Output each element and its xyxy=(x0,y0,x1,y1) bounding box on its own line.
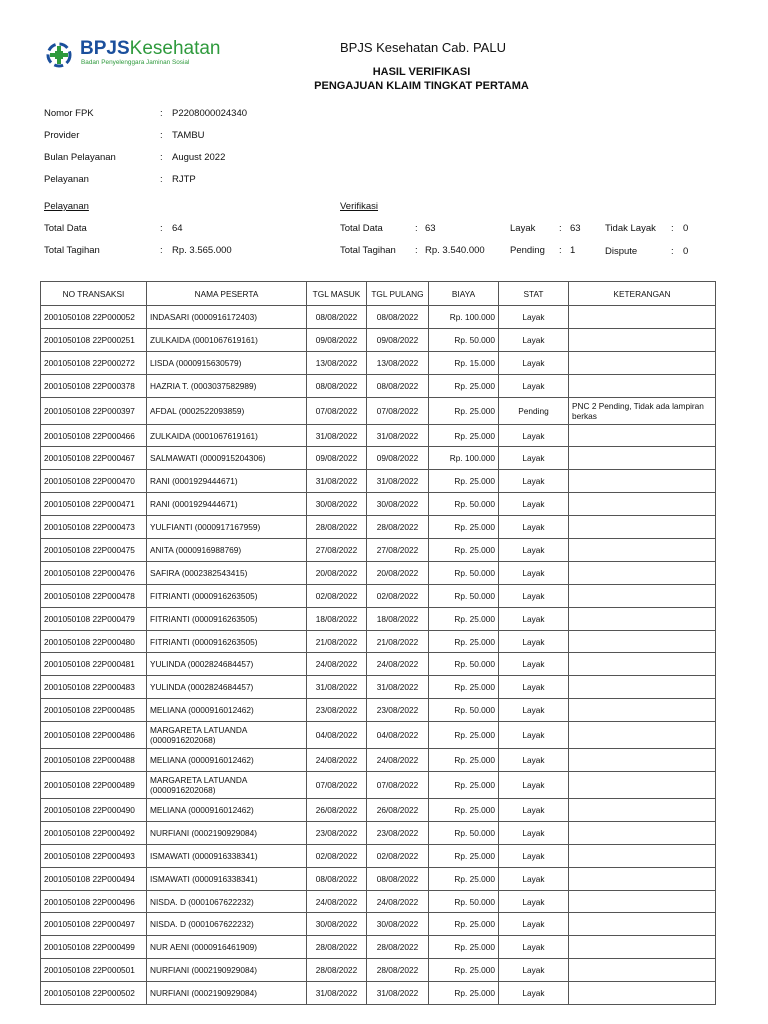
cell-biaya: Rp. 25.000 xyxy=(429,867,499,890)
bulan-pelayanan-label: Bulan Pelayanan xyxy=(44,152,116,163)
pelayanan-total-tagihan: Rp. 3.565.000 xyxy=(172,245,232,256)
table-row xyxy=(41,470,716,493)
cell-no-transaksi: 2001050108 22P000473 xyxy=(41,516,147,539)
cell-tgl-pulang: 09/08/2022 xyxy=(367,328,429,351)
cell-no-transaksi: 2001050108 22P000397 xyxy=(41,397,147,424)
cell-nama-peserta: MELIANA (0000916012462) xyxy=(147,699,307,722)
table-row xyxy=(41,493,716,516)
colon: : xyxy=(671,246,674,257)
cell-tgl-masuk: 27/08/2022 xyxy=(307,539,367,562)
nomor-fpk-label: Nomor FPK xyxy=(44,108,94,119)
cell-keterangan xyxy=(569,982,716,1005)
cell-tgl-pulang: 31/08/2022 xyxy=(367,424,429,447)
cell-tgl-pulang: 31/08/2022 xyxy=(367,982,429,1005)
cell-nama-peserta: ZULKAIDA (0001067619161) xyxy=(147,424,307,447)
pelayanan-total-tagihan-label: Total Tagihan xyxy=(44,245,100,256)
cell-tgl-pulang: 27/08/2022 xyxy=(367,539,429,562)
cell-keterangan xyxy=(569,867,716,890)
cell-tgl-pulang: 24/08/2022 xyxy=(367,890,429,913)
table-row xyxy=(41,397,716,424)
cell-biaya: Rp. 50.000 xyxy=(429,493,499,516)
cell-tgl-masuk: 24/08/2022 xyxy=(307,749,367,772)
header-nama-peserta: NAMA PESERTA xyxy=(147,282,307,306)
cell-tgl-masuk: 31/08/2022 xyxy=(307,982,367,1005)
cell-nama-peserta: MELIANA (0000916012462) xyxy=(147,799,307,822)
cell-nama-peserta: HAZRIA T. (0003037582989) xyxy=(147,374,307,397)
cell-biaya: Rp. 25.000 xyxy=(429,424,499,447)
table-row xyxy=(41,722,716,749)
cell-stat: Layak xyxy=(499,772,569,799)
cell-keterangan xyxy=(569,959,716,982)
cell-no-transaksi: 2001050108 22P000497 xyxy=(41,913,147,936)
cell-no-transaksi: 2001050108 22P000502 xyxy=(41,982,147,1005)
cell-biaya: Rp. 25.000 xyxy=(429,516,499,539)
cell-tgl-masuk: 26/08/2022 xyxy=(307,799,367,822)
cell-stat: Layak xyxy=(499,374,569,397)
cell-stat: Layak xyxy=(499,630,569,653)
cell-nama-peserta: NURFIANI (0002190929084) xyxy=(147,982,307,1005)
header-tgl-pulang: TGL PULANG xyxy=(367,282,429,306)
cell-nama-peserta: NUR AENI (0000916461909) xyxy=(147,936,307,959)
cell-tgl-pulang: 13/08/2022 xyxy=(367,351,429,374)
cell-no-transaksi: 2001050108 22P000501 xyxy=(41,959,147,982)
cell-stat: Layak xyxy=(499,470,569,493)
cell-tgl-pulang: 18/08/2022 xyxy=(367,607,429,630)
pelayanan-label: Pelayanan xyxy=(44,174,89,185)
cell-keterangan xyxy=(569,374,716,397)
cell-tgl-pulang: 30/08/2022 xyxy=(367,913,429,936)
pending-value: 1 xyxy=(570,245,576,256)
header-no-transaksi: NO TRANSAKSI xyxy=(41,282,147,306)
table-row xyxy=(41,821,716,844)
cell-tgl-masuk: 24/08/2022 xyxy=(307,653,367,676)
cell-stat: Layak xyxy=(499,493,569,516)
table-row xyxy=(41,561,716,584)
cell-tgl-pulang: 09/08/2022 xyxy=(367,447,429,470)
cell-tgl-masuk: 20/08/2022 xyxy=(307,561,367,584)
cell-nama-peserta: FITRIANTI (0000916263505) xyxy=(147,607,307,630)
cell-stat: Layak xyxy=(499,676,569,699)
table-row xyxy=(41,351,716,374)
cell-biaya: Rp. 25.000 xyxy=(429,374,499,397)
cell-keterangan xyxy=(569,630,716,653)
cell-no-transaksi: 2001050108 22P000272 xyxy=(41,351,147,374)
colon: : xyxy=(559,245,562,256)
cell-biaya: Rp. 25.000 xyxy=(429,844,499,867)
table-row xyxy=(41,799,716,822)
document-subtitle: PENGAJUAN KLAIM TINGKAT PERTAMA xyxy=(314,80,529,92)
cell-no-transaksi: 2001050108 22P000466 xyxy=(41,424,147,447)
table-row xyxy=(41,630,716,653)
cell-tgl-pulang: 28/08/2022 xyxy=(367,959,429,982)
cell-keterangan xyxy=(569,821,716,844)
cell-tgl-masuk: 23/08/2022 xyxy=(307,699,367,722)
cell-tgl-masuk: 28/08/2022 xyxy=(307,959,367,982)
cell-biaya: Rp. 25.000 xyxy=(429,913,499,936)
cell-stat: Layak xyxy=(499,584,569,607)
cell-stat: Layak xyxy=(499,799,569,822)
cell-keterangan xyxy=(569,799,716,822)
cell-stat: Layak xyxy=(499,821,569,844)
cell-nama-peserta: RANI (0001929444671) xyxy=(147,493,307,516)
table-body xyxy=(41,306,716,1005)
verifikasi-total-tagihan: Rp. 3.540.000 xyxy=(425,245,485,256)
cell-stat: Layak xyxy=(499,722,569,749)
cell-keterangan xyxy=(569,470,716,493)
tidak-layak-value: 0 xyxy=(683,223,689,234)
dispute-value: 0 xyxy=(683,246,689,257)
cell-keterangan xyxy=(569,653,716,676)
table-row xyxy=(41,749,716,772)
cell-keterangan xyxy=(569,328,716,351)
table-row xyxy=(41,936,716,959)
cell-tgl-masuk: 28/08/2022 xyxy=(307,936,367,959)
cell-biaya: Rp. 25.000 xyxy=(429,397,499,424)
table-row xyxy=(41,424,716,447)
cell-nama-peserta: FITRIANTI (0000916263505) xyxy=(147,584,307,607)
cell-tgl-pulang: 20/08/2022 xyxy=(367,561,429,584)
cell-nama-peserta: LISDA (0000915630579) xyxy=(147,351,307,374)
colon: : xyxy=(415,223,418,234)
cell-biaya: Rp. 25.000 xyxy=(429,676,499,699)
cell-keterangan xyxy=(569,676,716,699)
table-row xyxy=(41,653,716,676)
cell-tgl-masuk: 31/08/2022 xyxy=(307,676,367,699)
cell-keterangan xyxy=(569,306,716,329)
layak-label: Layak xyxy=(510,223,536,234)
cell-tgl-masuk: 09/08/2022 xyxy=(307,447,367,470)
verifikasi-heading: Verifikasi xyxy=(340,201,379,212)
cell-nama-peserta: RANI (0001929444671) xyxy=(147,470,307,493)
cell-no-transaksi: 2001050108 22P000480 xyxy=(41,630,147,653)
cell-stat: Layak xyxy=(499,328,569,351)
cell-tgl-masuk: 07/08/2022 xyxy=(307,772,367,799)
cell-tgl-masuk: 02/08/2022 xyxy=(307,844,367,867)
table-row xyxy=(41,959,716,982)
document-title: HASIL VERIFIKASI xyxy=(372,66,471,78)
cell-nama-peserta: ANITA (0000916988769) xyxy=(147,539,307,562)
cell-nama-peserta: SAFIRA (0002382543415) xyxy=(147,561,307,584)
cell-tgl-pulang: 23/08/2022 xyxy=(367,699,429,722)
nomor-fpk-value: P2208000024340 xyxy=(172,108,248,119)
colon: : xyxy=(160,174,163,185)
cell-no-transaksi: 2001050108 22P000251 xyxy=(41,328,147,351)
colon: : xyxy=(671,223,674,234)
cell-nama-peserta: FITRIANTI (0000916263505) xyxy=(147,630,307,653)
logo-wordmark: BPJSKesehatan xyxy=(80,38,221,59)
cell-biaya: Rp. 50.000 xyxy=(429,561,499,584)
cell-tgl-masuk: 30/08/2022 xyxy=(307,913,367,936)
cell-biaya: Rp. 50.000 xyxy=(429,584,499,607)
header-stat: STAT xyxy=(499,282,569,306)
table-header-row xyxy=(41,282,716,306)
cell-biaya: Rp. 100.000 xyxy=(429,447,499,470)
header-tgl-masuk: TGL MASUK xyxy=(307,282,367,306)
cell-biaya: Rp. 25.000 xyxy=(429,936,499,959)
header-biaya: BIAYA xyxy=(429,282,499,306)
cell-biaya: Rp. 50.000 xyxy=(429,821,499,844)
cell-biaya: Rp. 25.000 xyxy=(429,982,499,1005)
cell-tgl-masuk: 21/08/2022 xyxy=(307,630,367,653)
cell-biaya: Rp. 25.000 xyxy=(429,607,499,630)
cell-tgl-pulang: 24/08/2022 xyxy=(367,653,429,676)
cell-nama-peserta: ZULKAIDA (0001067619161) xyxy=(147,328,307,351)
cell-tgl-masuk: 23/08/2022 xyxy=(307,821,367,844)
cell-tgl-masuk: 28/08/2022 xyxy=(307,516,367,539)
cell-keterangan xyxy=(569,699,716,722)
cell-tgl-masuk: 31/08/2022 xyxy=(307,424,367,447)
cell-nama-peserta: MARGARETA LATUANDA (0000916202068) xyxy=(147,722,307,749)
dispute-label: Dispute xyxy=(605,246,638,257)
cell-no-transaksi: 2001050108 22P000494 xyxy=(41,867,147,890)
layak-value: 63 xyxy=(570,223,581,234)
cell-no-transaksi: 2001050108 22P000483 xyxy=(41,676,147,699)
cell-no-transaksi: 2001050108 22P000493 xyxy=(41,844,147,867)
cell-tgl-pulang: 04/08/2022 xyxy=(367,722,429,749)
provider-label: Provider xyxy=(44,130,80,141)
table-row xyxy=(41,447,716,470)
colon: : xyxy=(559,223,562,234)
cell-nama-peserta: AFDAL (0002522093859) xyxy=(147,397,307,424)
cell-biaya: Rp. 25.000 xyxy=(429,539,499,562)
table-row xyxy=(41,374,716,397)
cell-tgl-pulang: 30/08/2022 xyxy=(367,493,429,516)
cell-no-transaksi: 2001050108 22P000378 xyxy=(41,374,147,397)
cell-tgl-masuk: 02/08/2022 xyxy=(307,584,367,607)
cell-nama-peserta: NISDA. D (0001067622232) xyxy=(147,913,307,936)
cell-biaya: Rp. 50.000 xyxy=(429,328,499,351)
cell-nama-peserta: YULINDA (0002824684457) xyxy=(147,653,307,676)
cell-stat: Layak xyxy=(499,959,569,982)
cell-stat: Layak xyxy=(499,913,569,936)
logo-tagline: Badan Penyelenggara Jaminan Sosial xyxy=(81,59,190,66)
cell-stat: Layak xyxy=(499,424,569,447)
colon: : xyxy=(160,223,163,234)
cell-tgl-pulang: 08/08/2022 xyxy=(367,867,429,890)
cell-keterangan xyxy=(569,772,716,799)
cell-nama-peserta: INDASARI (0000916172403) xyxy=(147,306,307,329)
colon: : xyxy=(160,245,163,256)
cell-no-transaksi: 2001050108 22P000490 xyxy=(41,799,147,822)
cell-tgl-pulang: 21/08/2022 xyxy=(367,630,429,653)
cell-stat: Layak xyxy=(499,516,569,539)
colon: : xyxy=(415,245,418,256)
pelayanan-heading: Pelayanan xyxy=(44,201,89,212)
cell-nama-peserta: YULFIANTI (0000917167959) xyxy=(147,516,307,539)
cell-keterangan xyxy=(569,351,716,374)
cell-stat: Layak xyxy=(499,351,569,374)
cell-tgl-masuk: 31/08/2022 xyxy=(307,470,367,493)
cell-tgl-masuk: 08/08/2022 xyxy=(307,374,367,397)
pelayanan-value: RJTP xyxy=(172,174,196,185)
colon: : xyxy=(160,130,163,141)
cell-nama-peserta: ISMAWATI (0000916338341) xyxy=(147,867,307,890)
colon: : xyxy=(160,152,163,163)
cell-biaya: Rp. 50.000 xyxy=(429,653,499,676)
table-row xyxy=(41,676,716,699)
verifikasi-total-tagihan-label: Total Tagihan xyxy=(340,245,396,256)
cell-biaya: Rp. 50.000 xyxy=(429,699,499,722)
cell-tgl-pulang: 08/08/2022 xyxy=(367,306,429,329)
cell-stat: Layak xyxy=(499,936,569,959)
cell-tgl-masuk: 08/08/2022 xyxy=(307,306,367,329)
cell-stat: Layak xyxy=(499,867,569,890)
pending-label: Pending xyxy=(510,245,545,256)
table-row xyxy=(41,890,716,913)
cell-tgl-masuk: 07/08/2022 xyxy=(307,397,367,424)
cell-no-transaksi: 2001050108 22P000471 xyxy=(41,493,147,516)
cell-tgl-pulang: 28/08/2022 xyxy=(367,936,429,959)
cell-biaya: Rp. 50.000 xyxy=(429,890,499,913)
cell-no-transaksi: 2001050108 22P000492 xyxy=(41,821,147,844)
cell-stat: Layak xyxy=(499,844,569,867)
cell-nama-peserta: YULINDA (0002824684457) xyxy=(147,676,307,699)
cell-biaya: Rp. 25.000 xyxy=(429,630,499,653)
cell-no-transaksi: 2001050108 22P000488 xyxy=(41,749,147,772)
cell-no-transaksi: 2001050108 22P000496 xyxy=(41,890,147,913)
cell-tgl-masuk: 08/08/2022 xyxy=(307,867,367,890)
cell-tgl-masuk: 09/08/2022 xyxy=(307,328,367,351)
cell-keterangan xyxy=(569,890,716,913)
cell-biaya: Rp. 100.000 xyxy=(429,306,499,329)
cell-no-transaksi: 2001050108 22P000476 xyxy=(41,561,147,584)
cell-tgl-pulang: 28/08/2022 xyxy=(367,516,429,539)
table-row xyxy=(41,516,716,539)
cell-nama-peserta: SALMAWATI (0000915204306) xyxy=(147,447,307,470)
cell-no-transaksi: 2001050108 22P000499 xyxy=(41,936,147,959)
cell-tgl-pulang: 31/08/2022 xyxy=(367,470,429,493)
cell-stat: Layak xyxy=(499,306,569,329)
cell-biaya: Rp. 25.000 xyxy=(429,959,499,982)
cell-tgl-masuk: 18/08/2022 xyxy=(307,607,367,630)
cell-no-transaksi: 2001050108 22P000470 xyxy=(41,470,147,493)
cell-tgl-pulang: 26/08/2022 xyxy=(367,799,429,822)
cell-no-transaksi: 2001050108 22P000467 xyxy=(41,447,147,470)
cell-keterangan xyxy=(569,493,716,516)
header-keterangan: KETERANGAN xyxy=(569,282,716,306)
bulan-pelayanan-value: August 2022 xyxy=(172,152,226,163)
cell-stat: Layak xyxy=(499,561,569,584)
pelayanan-total-data: 64 xyxy=(172,223,183,234)
table-row xyxy=(41,913,716,936)
cell-no-transaksi: 2001050108 22P000052 xyxy=(41,306,147,329)
cell-stat: Pending xyxy=(499,397,569,424)
cell-no-transaksi: 2001050108 22P000481 xyxy=(41,653,147,676)
cell-keterangan xyxy=(569,561,716,584)
cell-tgl-pulang: 31/08/2022 xyxy=(367,676,429,699)
cell-tgl-masuk: 30/08/2022 xyxy=(307,493,367,516)
table-row xyxy=(41,772,716,799)
cell-no-transaksi: 2001050108 22P000478 xyxy=(41,584,147,607)
cell-keterangan: PNC 2 Pending, Tidak ada lampiran berkas xyxy=(569,397,716,424)
cell-keterangan xyxy=(569,584,716,607)
cell-nama-peserta: NURFIANI (0002190929084) xyxy=(147,821,307,844)
cell-keterangan xyxy=(569,424,716,447)
cell-nama-peserta: NURFIANI (0002190929084) xyxy=(147,959,307,982)
cell-biaya: Rp. 25.000 xyxy=(429,470,499,493)
cell-keterangan xyxy=(569,722,716,749)
colon: : xyxy=(160,108,163,119)
cell-no-transaksi: 2001050108 22P000479 xyxy=(41,607,147,630)
cell-stat: Layak xyxy=(499,982,569,1005)
cell-tgl-masuk: 13/08/2022 xyxy=(307,351,367,374)
cell-nama-peserta: MARGARETA LATUANDA (0000916202068) xyxy=(147,772,307,799)
table-row xyxy=(41,328,716,351)
cell-tgl-masuk: 04/08/2022 xyxy=(307,722,367,749)
cell-biaya: Rp. 25.000 xyxy=(429,749,499,772)
cell-tgl-pulang: 02/08/2022 xyxy=(367,584,429,607)
pelayanan-total-data-label: Total Data xyxy=(44,223,87,234)
cell-biaya: Rp. 25.000 xyxy=(429,799,499,822)
verifikasi-total-data-label: Total Data xyxy=(340,223,383,234)
cell-stat: Layak xyxy=(499,749,569,772)
provider-value: TAMBU xyxy=(172,130,205,141)
cell-keterangan xyxy=(569,936,716,959)
cell-biaya: Rp. 15.000 xyxy=(429,351,499,374)
tidak-layak-label: Tidak Layak xyxy=(605,223,656,234)
table-row xyxy=(41,867,716,890)
cell-no-transaksi: 2001050108 22P000489 xyxy=(41,772,147,799)
cell-stat: Layak xyxy=(499,890,569,913)
cell-stat: Layak xyxy=(499,653,569,676)
cell-keterangan xyxy=(569,447,716,470)
claims-table xyxy=(40,281,716,1005)
cell-tgl-pulang: 02/08/2022 xyxy=(367,844,429,867)
cell-keterangan xyxy=(569,913,716,936)
table-row xyxy=(41,306,716,329)
cell-nama-peserta: NISDA. D (0001067622232) xyxy=(147,890,307,913)
cell-no-transaksi: 2001050108 22P000475 xyxy=(41,539,147,562)
cell-tgl-pulang: 08/08/2022 xyxy=(367,374,429,397)
cell-no-transaksi: 2001050108 22P000486 xyxy=(41,722,147,749)
cell-stat: Layak xyxy=(499,607,569,630)
table-row xyxy=(41,607,716,630)
office-name: BPJS Kesehatan Cab. PALU xyxy=(340,40,506,55)
cell-keterangan xyxy=(569,749,716,772)
cell-keterangan xyxy=(569,539,716,562)
cell-biaya: Rp. 25.000 xyxy=(429,772,499,799)
cell-nama-peserta: MELIANA (0000916012462) xyxy=(147,749,307,772)
cell-tgl-pulang: 07/08/2022 xyxy=(367,772,429,799)
cell-tgl-pulang: 07/08/2022 xyxy=(367,397,429,424)
table-row xyxy=(41,539,716,562)
cell-stat: Layak xyxy=(499,699,569,722)
verifikasi-total-data: 63 xyxy=(425,223,436,234)
cell-keterangan xyxy=(569,844,716,867)
table-row xyxy=(41,982,716,1005)
table-row xyxy=(41,844,716,867)
cell-keterangan xyxy=(569,607,716,630)
cell-tgl-pulang: 23/08/2022 xyxy=(367,821,429,844)
cell-stat: Layak xyxy=(499,447,569,470)
cell-keterangan xyxy=(569,516,716,539)
cell-no-transaksi: 2001050108 22P000485 xyxy=(41,699,147,722)
table-row xyxy=(41,584,716,607)
cell-tgl-pulang: 24/08/2022 xyxy=(367,749,429,772)
table-row xyxy=(41,699,716,722)
cell-biaya: Rp. 25.000 xyxy=(429,722,499,749)
cell-stat: Layak xyxy=(499,539,569,562)
cell-nama-peserta: ISMAWATI (0000916338341) xyxy=(147,844,307,867)
cell-tgl-masuk: 24/08/2022 xyxy=(307,890,367,913)
